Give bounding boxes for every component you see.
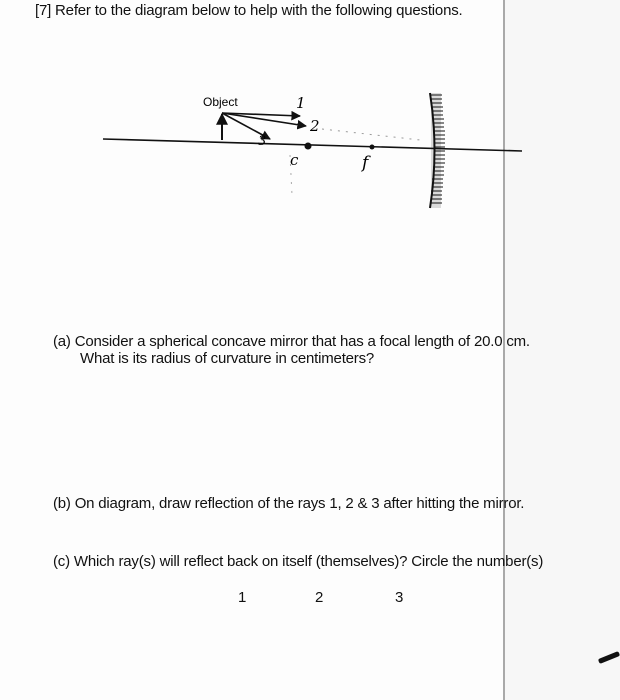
ray-label-1: 1	[296, 94, 306, 112]
focal-label: f	[362, 153, 369, 173]
focal-point	[370, 145, 375, 150]
question-c: (c) Which ray(s) will reflect back on itself (themselves)? Circle the number(s)	[53, 553, 544, 570]
ray-label-2: 2	[310, 117, 320, 135]
option-2[interactable]: 2	[315, 589, 324, 606]
option-1[interactable]: 1	[238, 589, 247, 606]
question-header: [7] Refer to the diagram below to help with the following questions.	[35, 2, 463, 19]
object-label: Object	[203, 95, 238, 109]
option-3[interactable]: 3	[395, 589, 404, 606]
concave-mirror	[430, 93, 445, 208]
center-point	[305, 143, 312, 150]
question-a-line1: (a) Consider a spherical concave mirror that has a focal length of 20.0 cm.	[53, 333, 530, 350]
center-label: c	[290, 151, 299, 169]
ray-label-3: 3	[258, 134, 267, 149]
question-b: (b) On diagram, draw reflection of the rays 1, 2 & 3 after hitting the mirror.	[53, 495, 525, 512]
question-a-line2: What is its radius of curvature in centimeters?	[80, 350, 375, 367]
principal-axis	[103, 139, 522, 151]
